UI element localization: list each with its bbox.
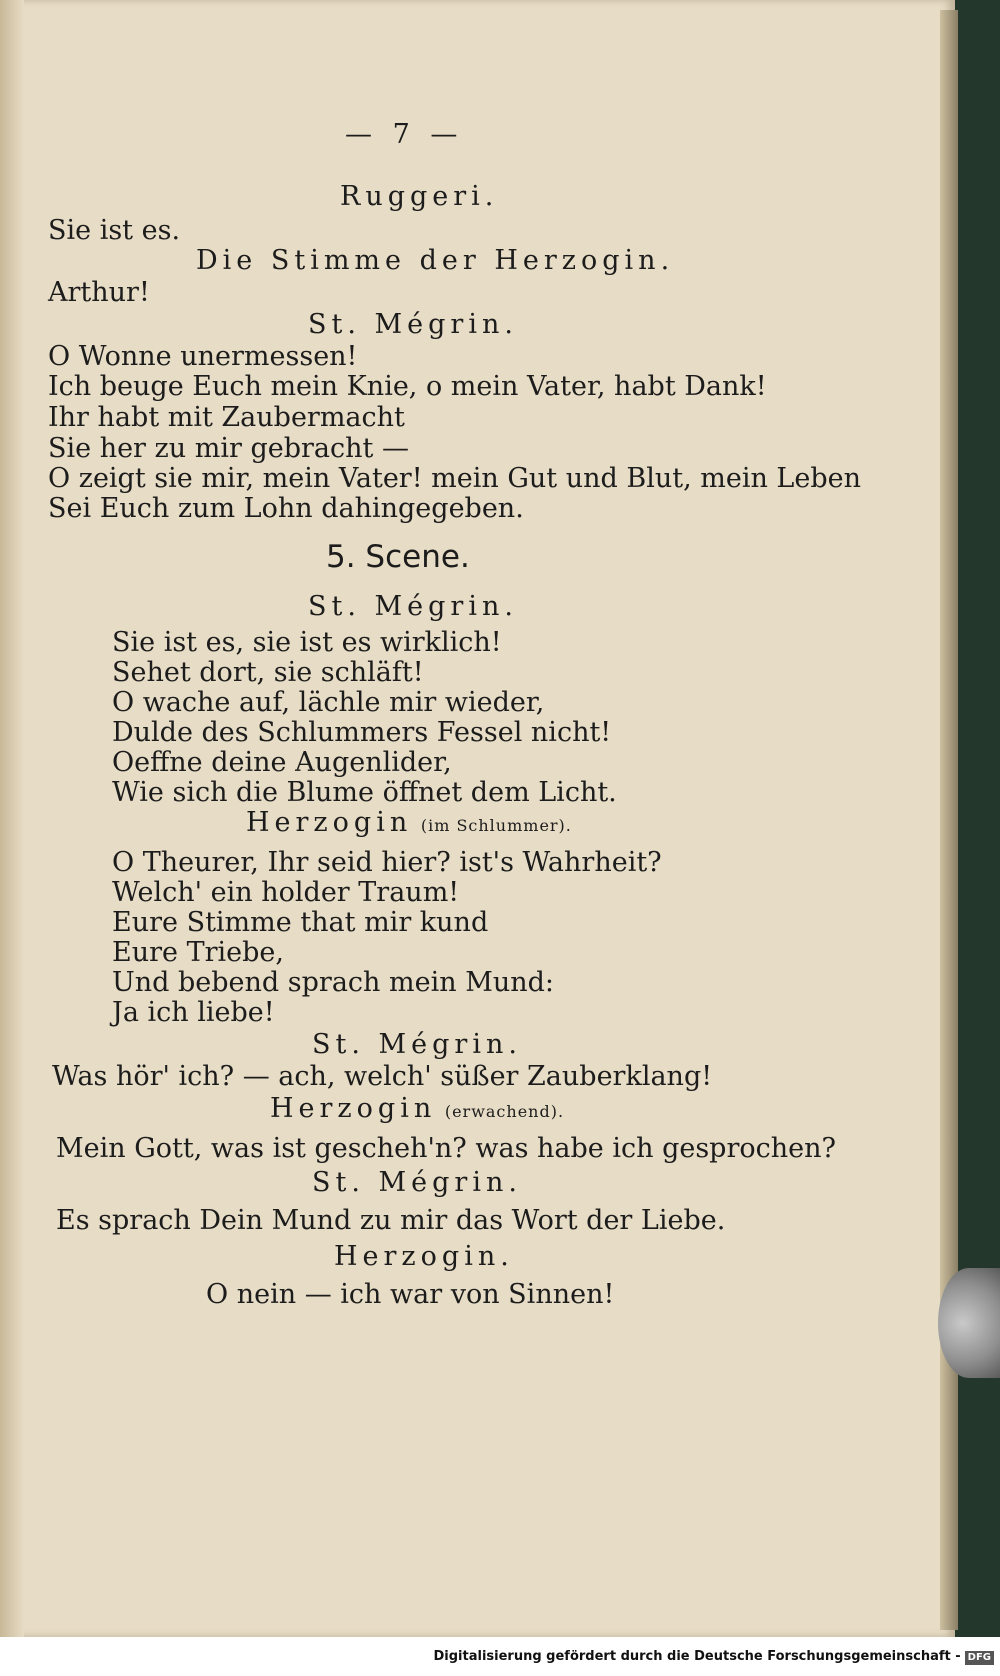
verse-line: Welch' ein holder Traum!: [112, 877, 460, 908]
speaker-herzogin-line: [270, 1092, 564, 1129]
speaker-herzogin: Herzogin: [270, 1093, 437, 1124]
stage-direction: Die Stimme der Herzogin.: [196, 245, 675, 276]
page-edge: [940, 10, 958, 1630]
page-fold-shadow: [0, 0, 24, 1637]
speaker-st-megrin: St. Mégrin.: [308, 591, 518, 622]
verse-line: Und bebend sprach mein Mund:: [112, 967, 555, 998]
speaker-st-megrin: St. Mégrin.: [312, 1029, 522, 1060]
page-number: — 7 —: [345, 119, 464, 150]
verse-line: O wache auf, lächle mir wieder,: [112, 687, 545, 718]
verse-line: O Wonne unermessen!: [48, 341, 358, 372]
speaker-herzogin-line: [246, 806, 572, 843]
verse-line: O Theurer, Ihr seid hier? ist's Wahrheit?: [112, 847, 662, 878]
verse-line: Ja ich liebe!: [112, 997, 275, 1028]
verse-line: Oeffne deine Augenlider,: [112, 747, 452, 778]
scene-heading: 5. Scene.: [326, 539, 470, 575]
footer-text: Digitalisierung gefördert durch die Deutsche Forschungsgemeinschaft -: [433, 1649, 961, 1664]
verse-line: Sie ist es, sie ist es wirklich!: [112, 627, 502, 658]
verse-line: Sie ist es.: [48, 215, 181, 246]
speaker-st-megrin: St. Mégrin.: [308, 309, 518, 340]
verse-line: Mein Gott, was ist gescheh'n? was habe ich gesprochen?: [56, 1133, 836, 1164]
speaker-herzogin: Herzogin.: [334, 1241, 514, 1272]
verse-line: Sei Euch zum Lohn dahingegeben.: [48, 493, 524, 524]
verse-line: Was hör' ich? — ach, welch' süßer Zauberklang!: [52, 1061, 713, 1092]
verse-line: Sie her zu mir gebracht —: [48, 433, 409, 464]
page-clip: [938, 1268, 1000, 1378]
speaker-ruggeri: Ruggeri.: [340, 181, 499, 212]
verse-line: Arthur!: [48, 277, 150, 308]
verse-line: Ich beuge Euch mein Knie, o mein Vater, habt Dank!: [48, 371, 767, 402]
verse-line: Ihr habt mit Zaubermacht: [48, 402, 405, 433]
verse-line: Sehet dort, sie schläft!: [112, 657, 424, 688]
dfg-logo: DFG: [965, 1651, 994, 1665]
verse-line: Eure Stimme that mir kund: [112, 907, 489, 938]
verse-line: Wie sich die Blume öffnet dem Licht.: [112, 777, 617, 808]
footer-credit: [0, 1637, 1000, 1676]
speaker-herzogin: Herzogin: [246, 807, 413, 838]
verse-line: O nein — ich war von Sinnen!: [206, 1279, 615, 1310]
stage-note: (erwachend).: [444, 1102, 565, 1121]
verse-line: Dulde des Schlummers Fessel nicht!: [112, 717, 612, 748]
speaker-st-megrin: St. Mégrin.: [312, 1167, 522, 1198]
verse-line: Es sprach Dein Mund zu mir das Wort der Liebe.: [56, 1205, 726, 1236]
verse-line: Eure Triebe,: [112, 937, 284, 968]
verse-line: O zeigt sie mir, mein Vater! mein Gut und Blut, mein Leben: [48, 463, 861, 494]
stage-note: (im Schlummer).: [420, 816, 572, 835]
